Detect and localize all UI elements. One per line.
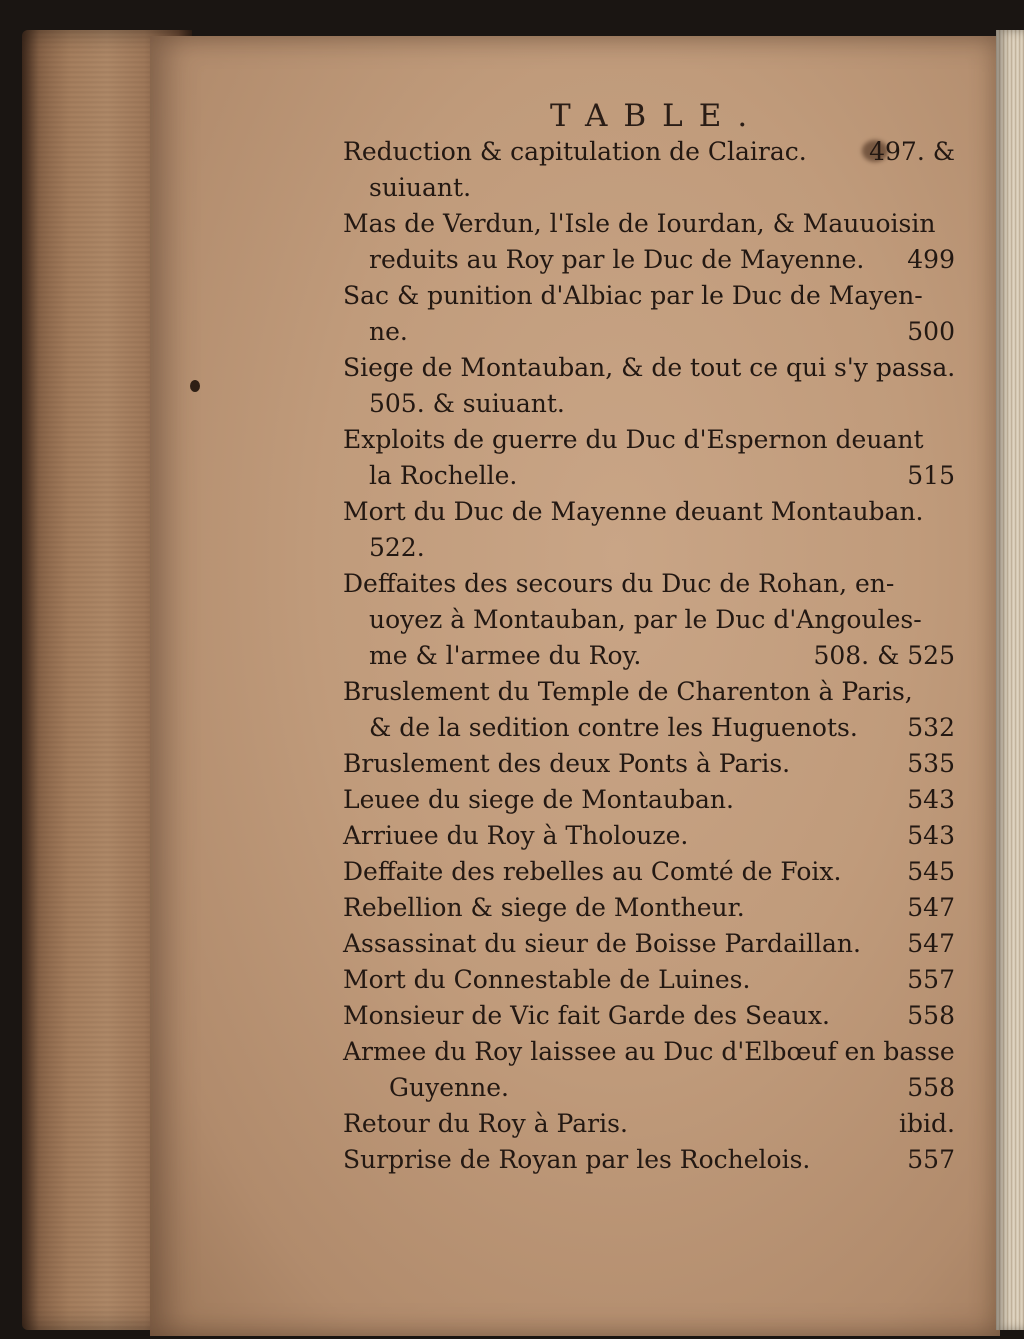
table-line <box>343 710 955 746</box>
entry-text: suiuant. <box>369 173 472 202</box>
table-line <box>343 782 955 818</box>
entry-text: reduits au Roy par le Duc de Mayenne. <box>369 245 865 274</box>
table-line <box>343 1142 955 1178</box>
page-number: 543 <box>907 785 955 814</box>
entry-text: uoyez à Montauban, par le Duc d'Angoules- <box>369 605 922 634</box>
page-number: 557 <box>907 965 955 994</box>
entry-text: Surprise de Royan par les Rochelois. <box>343 1145 811 1174</box>
table-line <box>343 998 955 1034</box>
entry-text: Bruslement des deux Ponts à Paris. <box>343 749 791 778</box>
entry-text: Deffaites des secours du Duc de Rohan, en- <box>343 569 895 598</box>
table-line <box>343 494 955 530</box>
entry-text: la Rochelle. <box>369 461 518 490</box>
page-number: 508. & 525 <box>813 641 955 670</box>
table-line <box>343 458 955 494</box>
entry-text: Rebellion & siege de Montheur. <box>343 893 745 922</box>
table-line <box>343 422 955 458</box>
page-number: 547 <box>907 893 955 922</box>
page-number: ibid. <box>899 1109 955 1138</box>
ink-spot <box>190 380 200 392</box>
table-line <box>343 818 955 854</box>
page-number: 535 <box>907 749 955 778</box>
page-number: 558 <box>907 1073 955 1102</box>
table-line <box>343 170 955 206</box>
page-number: 545 <box>907 857 955 886</box>
table-line <box>343 854 955 890</box>
entry-text: Bruslement du Temple de Charenton à Paris, <box>343 677 913 706</box>
entry-text: Exploits de guerre du Duc d'Espernon deuant <box>343 425 924 454</box>
table-line <box>343 962 955 998</box>
table-line <box>343 566 955 602</box>
entry-text: Assassinat du sieur de Boisse Pardaillan. <box>343 929 861 958</box>
table-line <box>343 1034 955 1070</box>
table-line <box>343 386 955 422</box>
table-line <box>343 602 955 638</box>
table-line <box>343 278 955 314</box>
table-line <box>343 350 955 386</box>
entry-text: Sac & punition d'Albiac par le Duc de Mayen- <box>343 281 923 310</box>
entry-text: Mort du Connestable de Luines. <box>343 965 751 994</box>
page-number: 547 <box>907 929 955 958</box>
table-line <box>343 926 955 962</box>
table-line <box>343 674 955 710</box>
page-number: 500 <box>907 317 955 346</box>
entry-text: Mas de Verdun, l'Isle de Iourdan, & Mauuoisin <box>343 209 936 238</box>
page-number: 515 <box>907 461 955 490</box>
page-number: 499 <box>907 245 955 274</box>
entry-text: 505. & suiuant. <box>369 389 565 418</box>
entry-text: & de la sedition contre les Huguenots. <box>369 713 858 742</box>
page-number: 557 <box>907 1145 955 1174</box>
table-line <box>343 1070 955 1106</box>
entry-text: me & l'armee du Roy. <box>369 641 642 670</box>
table-line <box>343 1106 955 1142</box>
page-edge <box>996 30 1024 1330</box>
table-line <box>343 242 955 278</box>
table-line <box>343 890 955 926</box>
page-heading: TABLE. <box>550 98 764 134</box>
table-line <box>343 530 955 566</box>
entry-text: Reduction & capitulation de Clairac. <box>343 137 807 166</box>
table-entries <box>343 134 955 1178</box>
table-line <box>343 638 955 674</box>
entry-text: Leuee du siege de Montauban. <box>343 785 734 814</box>
entry-text: ne. <box>369 317 408 346</box>
entry-text: Arriuee du Roy à Tholouze. <box>343 821 689 850</box>
entry-text: 522. <box>369 533 425 562</box>
entry-text: Mort du Duc de Mayenne deuant Montauban. <box>343 497 924 526</box>
page-number: 543 <box>907 821 955 850</box>
entry-text: Monsieur de Vic fait Garde des Seaux. <box>343 1001 830 1030</box>
entry-text: Armee du Roy laissee au Duc d'Elbœuf en basse <box>343 1037 955 1066</box>
table-line <box>343 134 955 170</box>
page-number: 558 <box>907 1001 955 1030</box>
entry-text: Retour du Roy à Paris. <box>343 1109 628 1138</box>
table-line <box>343 746 955 782</box>
entry-text: Guyenne. <box>389 1073 509 1102</box>
page-number: 532 <box>907 713 955 742</box>
table-line <box>343 206 955 242</box>
table-line <box>343 314 955 350</box>
page-number: 497. & <box>869 137 955 166</box>
entry-text: Siege de Montauban, & de tout ce qui s'y passa. <box>343 353 956 382</box>
entry-text: Deffaite des rebelles au Comté de Foix. <box>343 857 842 886</box>
